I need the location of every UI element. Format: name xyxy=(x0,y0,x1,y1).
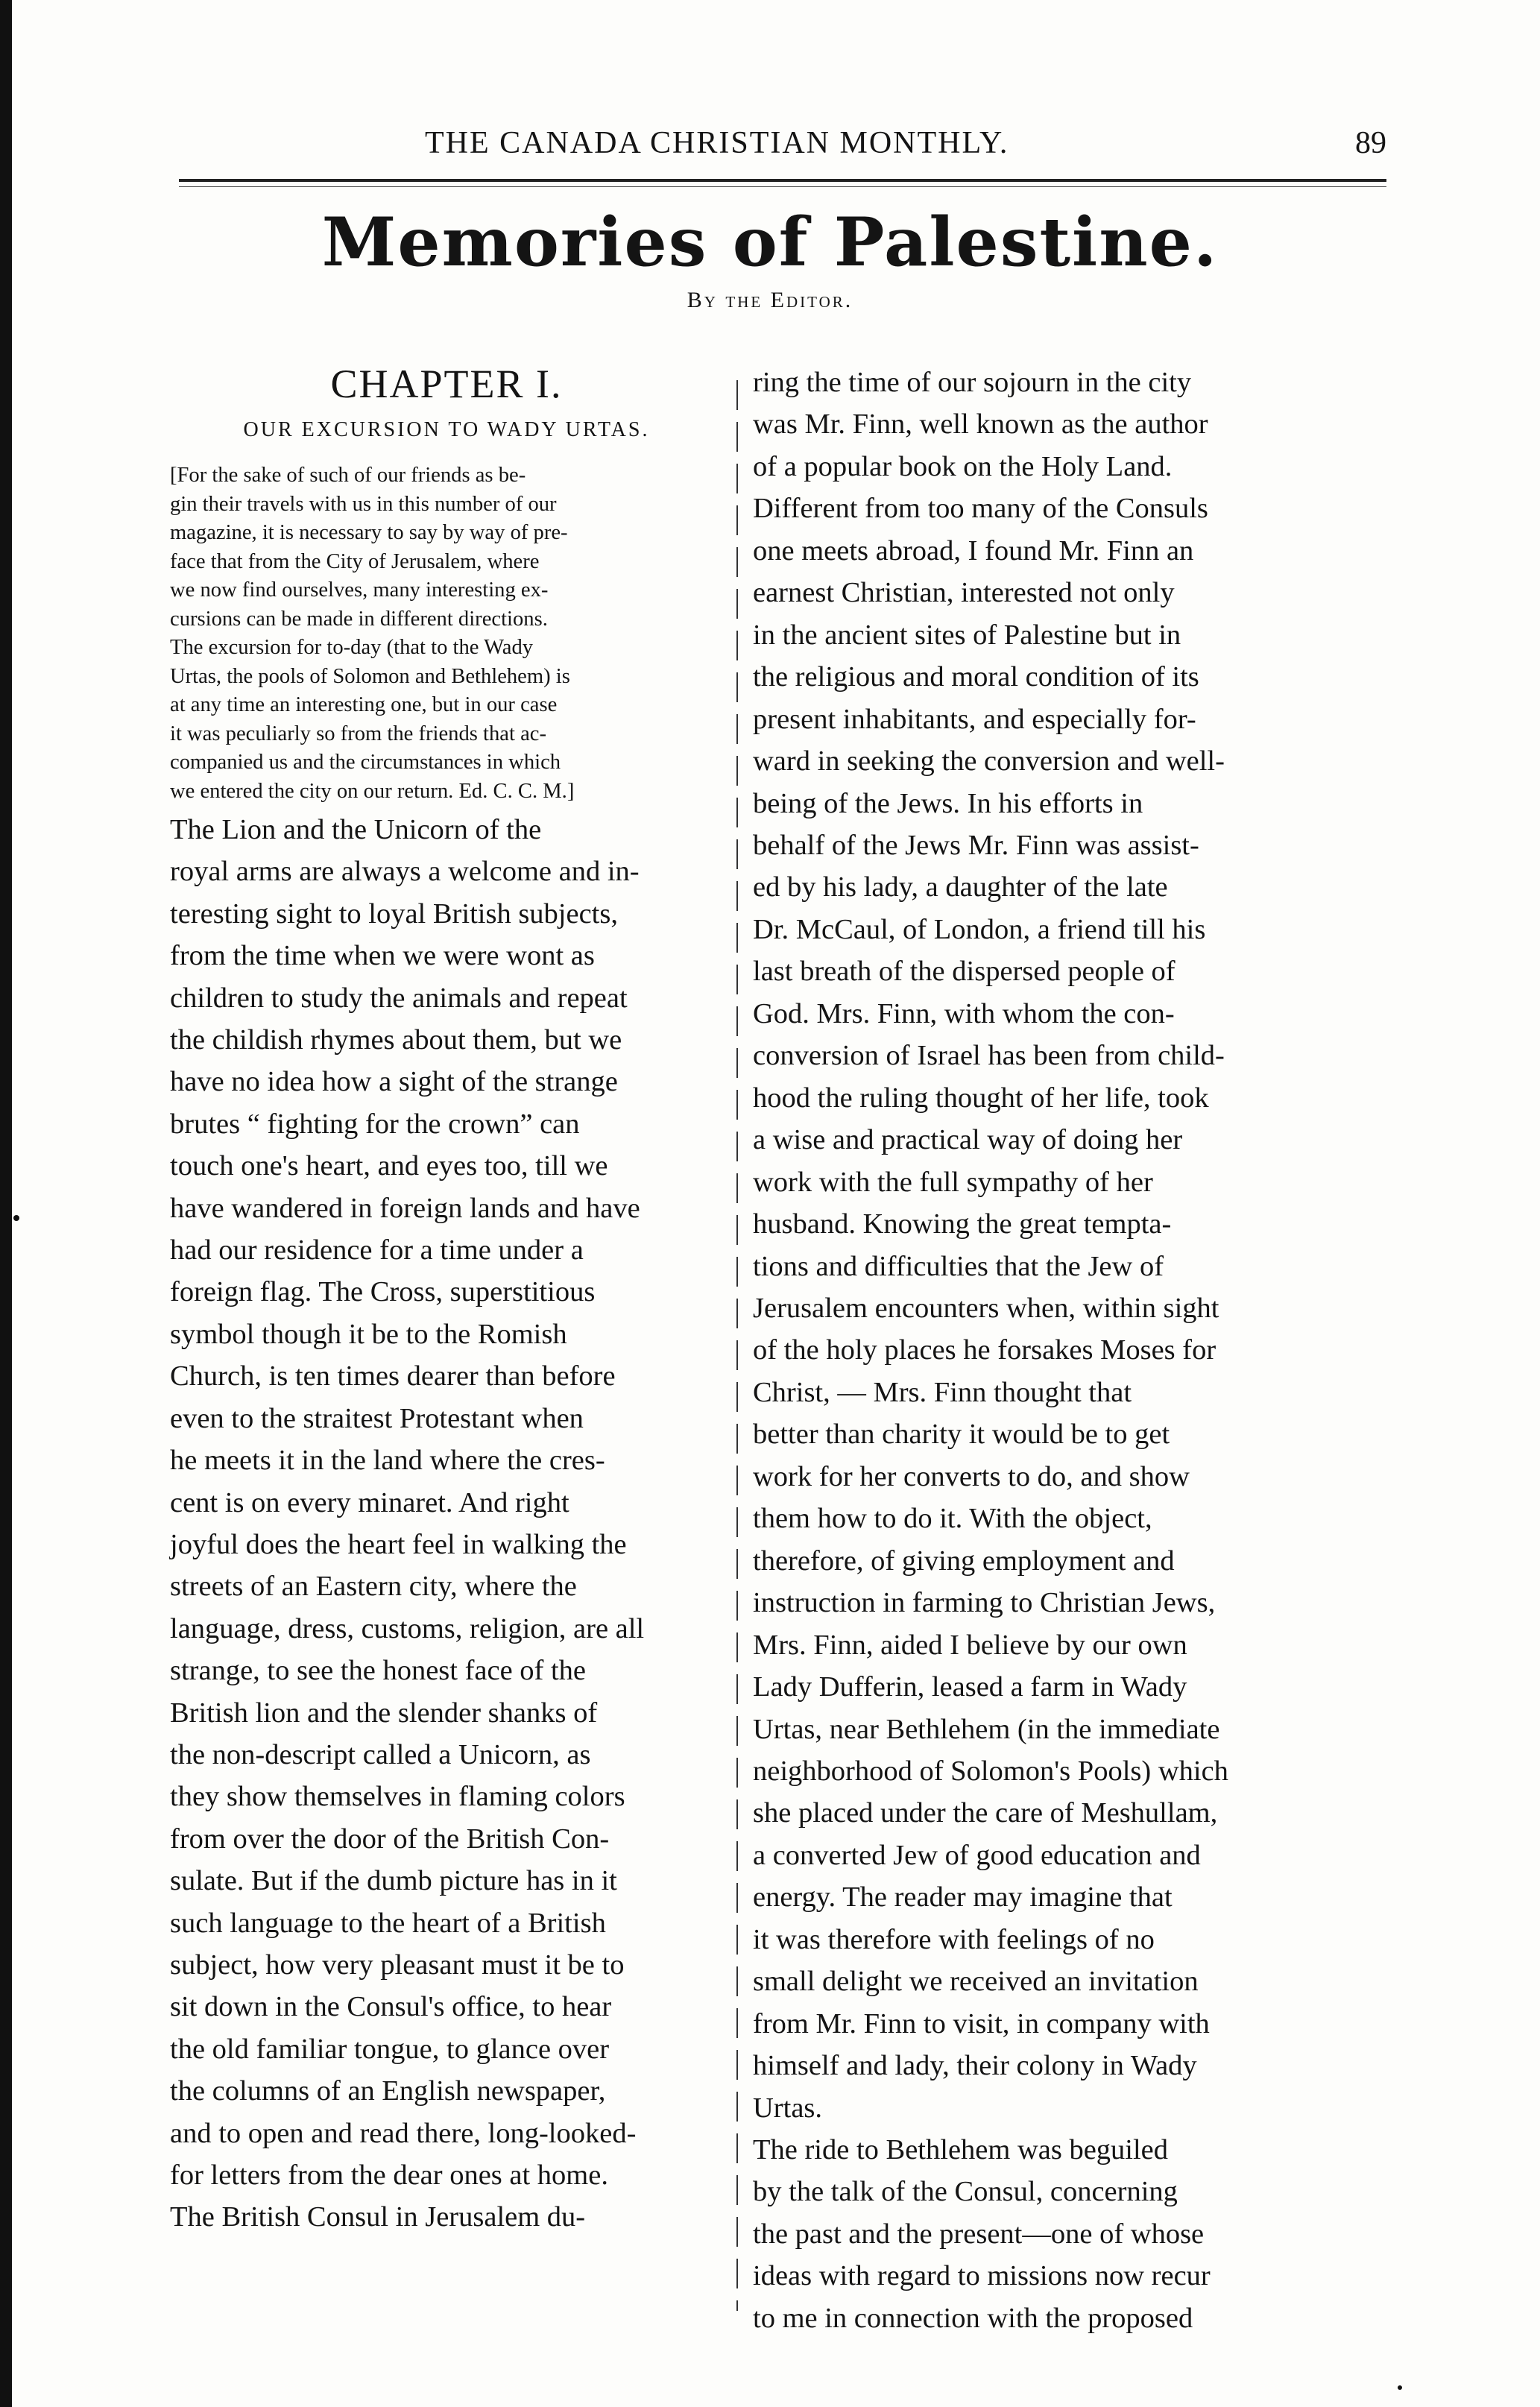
page-number: 89 xyxy=(1355,126,1386,160)
text-line: The British Consul in Jerusalem du- xyxy=(170,2201,586,2233)
text-line: the childish rhymes about them, but we xyxy=(170,1024,622,1056)
text-line: British lion and the slender shanks of xyxy=(170,1697,598,1729)
article-title: Memories of Palestine. xyxy=(321,203,1219,282)
note-line: face that from the City of Jerusalem, where xyxy=(170,549,540,573)
text-line: children to study the animals and repeat xyxy=(170,982,628,1014)
text-line: symbol though it be to the Romish xyxy=(170,1318,567,1350)
text-line: Urtas, near Bethlehem (in the immediate xyxy=(753,1713,1220,1745)
note-line: Urtas, the pools of Solomon and Bethlehem) is xyxy=(170,664,570,688)
note-line: it was peculiarly so from the friends that ac- xyxy=(170,722,546,745)
text-line: behalf of the Jews Mr. Finn was assist- xyxy=(753,829,1199,861)
text-line: earnest Christian, interested not only xyxy=(753,577,1175,609)
note-line: we entered the city on our return. Ed. C. C. M.] xyxy=(170,779,575,803)
text-line: Dr. McCaul, of London, a friend till his xyxy=(753,913,1206,945)
text-line: better than charity it would be to get xyxy=(753,1419,1170,1451)
text-line: them how to do it. With the object, xyxy=(753,1503,1152,1535)
text-line: the columns of an English newspaper, xyxy=(170,2075,606,2107)
text-line: Church, is ten times dearer than before xyxy=(170,1360,616,1392)
text-line: The ride to Bethlehem was beguiled xyxy=(753,2134,1169,2166)
text-line: from over the door of the British Con- xyxy=(170,1823,610,1855)
text-line: have no idea how a sight of the strange xyxy=(170,1066,618,1098)
text-line: conversion of Israel has been from child- xyxy=(753,1040,1225,1072)
text-line: and to open and read there, long-looked- xyxy=(170,2117,637,2149)
note-line: we now find ourselves, many interesting ex- xyxy=(170,578,549,602)
text-line: joyful does the heart feel in walking the xyxy=(170,1528,627,1560)
text-line: ward in seeking the conversion and well- xyxy=(753,745,1225,777)
text-line: from the time when we were wont as xyxy=(170,940,595,972)
text-line: Different from too many of the Consuls xyxy=(753,493,1208,525)
text-line: sit down in the Consul's office, to hear xyxy=(170,1991,612,2023)
text-line: had our residence for a time under a xyxy=(170,1234,584,1266)
right-column xyxy=(753,362,1306,2339)
text-line: such language to the heart of a British xyxy=(170,1907,606,1939)
text-line: Jerusalem encounters when, within sight xyxy=(753,1292,1219,1324)
text-line: ideas with regard to missions now recur xyxy=(753,2260,1211,2292)
header-rule xyxy=(179,179,1386,182)
text-line: Urtas. xyxy=(753,2092,823,2124)
text-line: work with the full sympathy of her xyxy=(753,1166,1153,1198)
text-line: strange, to see the honest face of the xyxy=(170,1655,587,1687)
text-line: present inhabitants, and especially for- xyxy=(753,703,1196,735)
left-column xyxy=(170,362,723,2239)
text-line: ring the time of our sojourn in the city xyxy=(753,367,1192,398)
text-line: language, dress, customs, religion, are all xyxy=(170,1612,645,1644)
text-line: neighborhood of Solomon's Pools) which xyxy=(753,1755,1228,1787)
text-line: ed by his lady, a daughter of the late xyxy=(753,871,1168,903)
text-line: it was therefore with feelings of no xyxy=(753,1923,1155,1955)
text-line: cent is on every minaret. And right xyxy=(170,1486,569,1518)
text-line: hood the ruling thought of her life, took xyxy=(753,1082,1209,1114)
text-line: God. Mrs. Finn, with whom the con- xyxy=(753,997,1175,1029)
note-line: cursions can be made in different directions. xyxy=(170,607,548,631)
text-line: even to the straitest Protestant when xyxy=(170,1402,584,1434)
text-line: husband. Knowing the great tempta- xyxy=(753,1208,1172,1240)
text-line: Christ, — Mrs. Finn thought that xyxy=(753,1376,1132,1408)
text-line: in the ancient sites of Palestine but in xyxy=(753,619,1181,651)
text-line: by the talk of the Consul, concerning xyxy=(753,2176,1178,2208)
text-line: Mrs. Finn, aided I believe by our own xyxy=(753,1629,1187,1661)
text-line: tions and difficulties that the Jew of xyxy=(753,1250,1164,1282)
header-rule-thin xyxy=(179,186,1386,187)
page-spine-edge xyxy=(0,0,12,2407)
ink-speck xyxy=(13,1215,19,1221)
text-line: Lady Dufferin, leased a farm in Wady xyxy=(753,1671,1187,1703)
column-divider xyxy=(736,380,738,2311)
text-line: subject, how very pleasant must it be to xyxy=(170,1949,625,1981)
text-line: they show themselves in flaming colors xyxy=(170,1781,625,1813)
ink-speck xyxy=(1398,2385,1402,2390)
text-line: teresting sight to loyal British subjects, xyxy=(170,898,618,930)
text-line: small delight we received an invitation xyxy=(753,1966,1199,1998)
text-line: the past and the present—one of whose xyxy=(753,2218,1205,2250)
text-line: she placed under the care of Meshullam, xyxy=(753,1797,1218,1829)
right-body-text xyxy=(753,362,1306,2339)
text-line: a wise and practical way of doing her xyxy=(753,1124,1183,1156)
text-line: of the holy places he forsakes Moses for xyxy=(753,1334,1216,1366)
note-line: companied us and the circumstances in which xyxy=(170,751,561,774)
chapter-subtitle: OUR EXCURSION TO WADY URTAS. xyxy=(243,418,650,441)
text-line: The Lion and the Unicorn of the xyxy=(170,814,542,845)
text-line: being of the Jews. In his efforts in xyxy=(753,787,1143,819)
editor-note xyxy=(170,461,723,806)
text-line: energy. The reader may imagine that xyxy=(753,1881,1173,1914)
note-line: magazine, it is necessary to say by way of pre- xyxy=(170,521,568,544)
left-body-text xyxy=(170,809,723,2239)
text-line: of a popular book on the Holy Land. xyxy=(753,450,1173,482)
text-line: foreign flag. The Cross, superstitious xyxy=(170,1276,596,1308)
running-head: THE CANADA CHRISTIAN MONTHLY. xyxy=(425,126,1009,160)
text-line: for letters from the dear ones at home. xyxy=(170,2160,608,2191)
text-line: royal arms are always a welcome and in- xyxy=(170,856,640,888)
text-line: sulate. But if the dumb picture has in it xyxy=(170,1865,617,1897)
text-line: the religious and moral condition of its xyxy=(753,661,1199,693)
text-line: a converted Jew of good education and xyxy=(753,1839,1201,1871)
text-line: was Mr. Finn, well known as the author xyxy=(753,408,1208,441)
text-line: streets of an Eastern city, where the xyxy=(170,1571,577,1603)
note-line: The excursion for to-day (that to the Wady xyxy=(170,636,534,659)
text-line: the non-descript called a Unicorn, as xyxy=(170,1738,591,1770)
text-line: touch one's heart, and eyes too, till we xyxy=(170,1150,608,1182)
text-line: brutes “ fighting for the crown” can xyxy=(170,1108,580,1140)
text-line: from Mr. Finn to visit, in company with xyxy=(753,2007,1210,2040)
text-line: himself and lady, their colony in Wady xyxy=(753,2050,1197,2082)
text-line: have wandered in foreign lands and have xyxy=(170,1192,640,1224)
text-line: last breath of the dispersed people of xyxy=(753,956,1175,988)
text-line: work for her converts to do, and show xyxy=(753,1460,1190,1492)
text-line: therefore, of giving employment and xyxy=(753,1545,1175,1577)
byline: By the Editor. xyxy=(687,288,853,312)
text-line: the old familiar tongue, to glance over xyxy=(170,2033,610,2065)
text-line: he meets it in the land where the cres- xyxy=(170,1445,605,1477)
chapter-title: CHAPTER I. xyxy=(330,362,563,406)
text-line: instruction in farming to Christian Jews, xyxy=(753,1587,1216,1619)
page-header xyxy=(171,125,1386,170)
text-line: to me in connection with the proposed xyxy=(753,2302,1193,2334)
note-line: gin their travels with us in this number of our xyxy=(170,492,557,516)
note-line: at any time an interesting one, but in our case xyxy=(170,693,558,716)
text-line: one meets abroad, I found Mr. Finn an xyxy=(753,534,1194,567)
note-line: [For the sake of such of our friends as be- xyxy=(170,464,526,487)
